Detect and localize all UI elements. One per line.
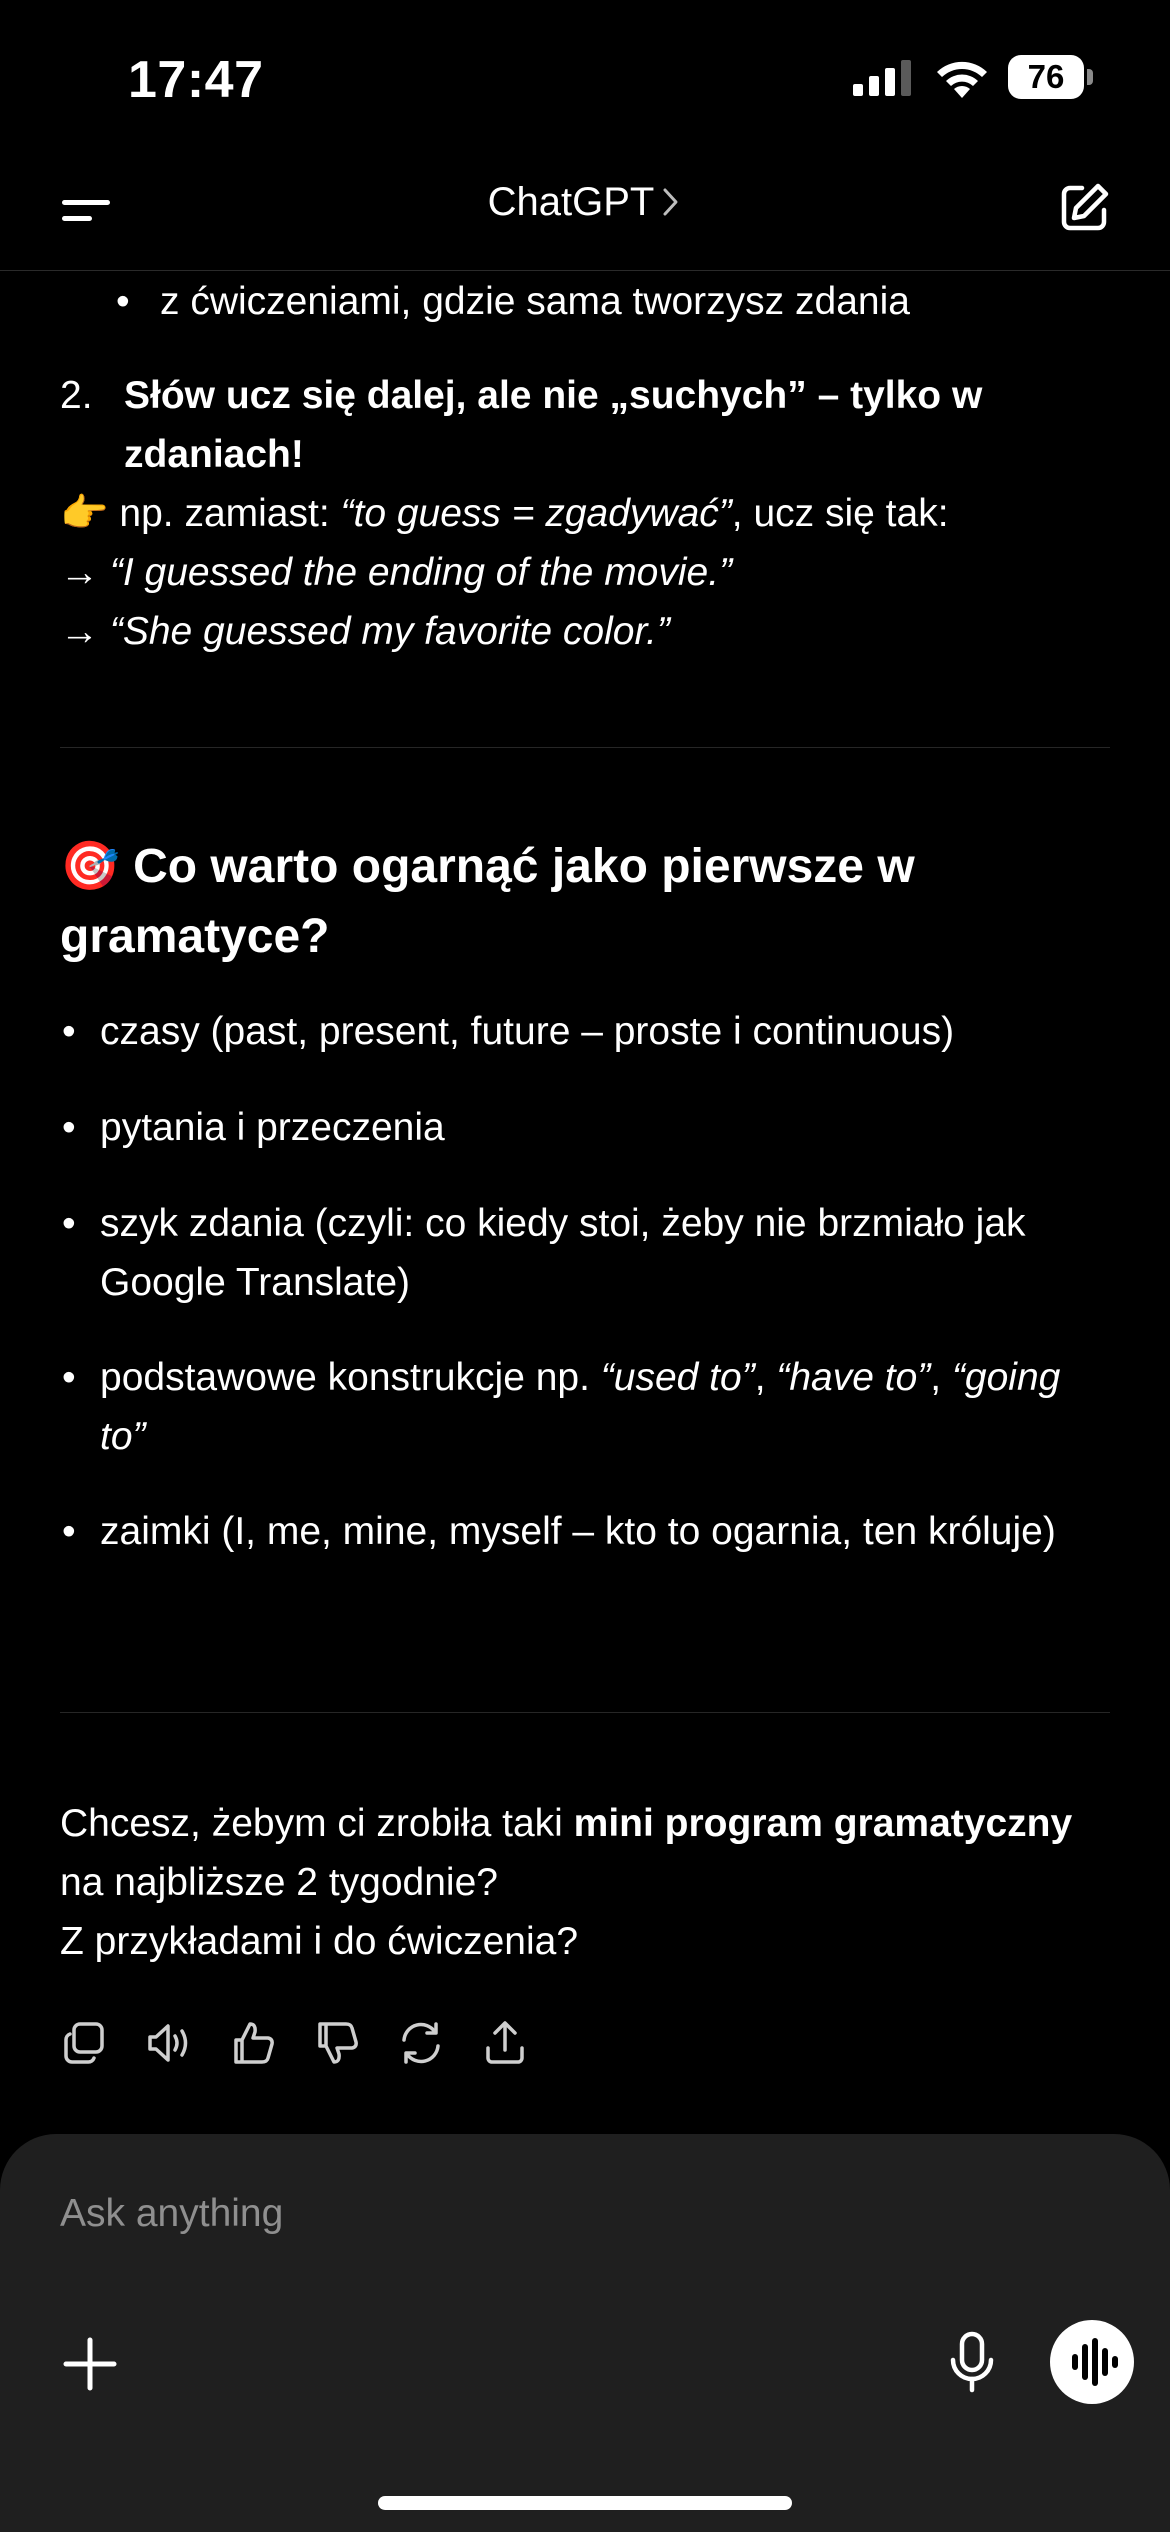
- separator: ,: [930, 1356, 952, 1399]
- chat-title-label: ChatGPT: [487, 180, 655, 224]
- list-item-text: zaimki (I, me, mine, myself – kto to ogarnia, ten króluje): [100, 1510, 1056, 1553]
- nav-bar: [0, 150, 1170, 271]
- text-run: Z przykładami i do ćwiczenia?: [60, 1920, 579, 1963]
- target-emoji: 🎯: [60, 840, 120, 893]
- thumbs-up-icon[interactable]: [228, 2018, 278, 2068]
- status-bar: [0, 0, 1170, 150]
- list-item-text: z ćwiczeniami, gdzie sama tworzysz zdania: [160, 280, 910, 323]
- example-sentence: [60, 602, 670, 661]
- bullet-dot: •: [62, 1106, 76, 1149]
- list-item-text: czasy (past, present, future – proste i continuous): [100, 1010, 955, 1053]
- closing-paragraph: [60, 1794, 1110, 1971]
- bullet-dot: •: [62, 1010, 76, 1053]
- arrow: →: [60, 551, 110, 594]
- cellular-signal-icon: [853, 60, 913, 96]
- example-intro-text: np. zamiast:: [108, 492, 341, 535]
- bold-text: mini program gramatyczny: [573, 1802, 1073, 1845]
- waveform-icon: [1050, 2320, 1134, 2404]
- message-input[interactable]: Ask anything: [60, 2192, 284, 2235]
- plus-icon[interactable]: [62, 2336, 118, 2392]
- divider: [60, 747, 1110, 748]
- thumbs-down-icon[interactable]: [312, 2018, 362, 2068]
- bullet-dot: •: [62, 1356, 76, 1399]
- construction-example: “used to”: [600, 1356, 755, 1399]
- battery-level: 76: [1008, 55, 1084, 99]
- arrow: →: [60, 610, 110, 653]
- list-item-text: [100, 1348, 1110, 1466]
- read-aloud-icon[interactable]: [144, 2018, 194, 2068]
- section-heading-text: Co warto ogarnąć jako pierwsze w gramatyce?: [60, 840, 915, 963]
- section-heading: [60, 832, 1110, 972]
- wifi-icon: [934, 56, 990, 100]
- example-sentence: [60, 543, 732, 602]
- example-word: “to guess = zgadywać”: [340, 492, 732, 535]
- status-time: 17:47: [128, 51, 264, 109]
- example-intro: [60, 484, 949, 543]
- separator: ,: [754, 1356, 777, 1399]
- bullet-dot: •: [62, 1202, 76, 1245]
- construction-example: “going to”: [100, 1356, 1061, 1458]
- text-run: Chcesz, żebym ci zrobiła taki: [60, 1802, 574, 1845]
- list-item-text: szyk zdania (czyli: co kiedy stoi, żeby nie brzmiało jak Google Translate): [100, 1202, 1026, 1304]
- home-indicator: [378, 2496, 792, 2510]
- bullet-dot: •: [62, 1510, 76, 1553]
- battery-indicator: [1008, 55, 1092, 99]
- new-chat-icon[interactable]: [1056, 180, 1112, 236]
- chevron-right-icon: [660, 185, 682, 219]
- construction-example: “have to”: [776, 1356, 931, 1399]
- text-run: na najbliższe 2 tygodnie?: [60, 1861, 498, 1904]
- battery-nub: [1087, 69, 1093, 85]
- pointing-hand-emoji: 👉: [60, 492, 109, 535]
- example-sentence-text: “She guessed my favorite color.”: [109, 610, 670, 653]
- divider: [60, 1712, 1110, 1713]
- microphone-icon[interactable]: [948, 2330, 996, 2394]
- item-bold-text: Słów ucz się dalej, ale nie „suchych” – tylko w zdaniach!: [124, 374, 983, 476]
- example-sentence-text: “I guessed the ending of the movie.”: [109, 551, 733, 594]
- text-run: podstawowe konstrukcje np.: [100, 1356, 601, 1399]
- share-icon[interactable]: [480, 2018, 530, 2068]
- list-item-text: pytania i przeczenia: [100, 1106, 445, 1149]
- example-intro-tail: , ucz się tak:: [731, 492, 949, 535]
- bullet-dot: •: [116, 280, 130, 323]
- chat-title[interactable]: [0, 180, 1170, 225]
- regenerate-icon[interactable]: [396, 2018, 446, 2068]
- item-number: 2.: [60, 374, 93, 417]
- composer: [0, 2134, 1170, 2532]
- voice-mode-button[interactable]: [1050, 2320, 1134, 2404]
- copy-icon[interactable]: [60, 2018, 110, 2068]
